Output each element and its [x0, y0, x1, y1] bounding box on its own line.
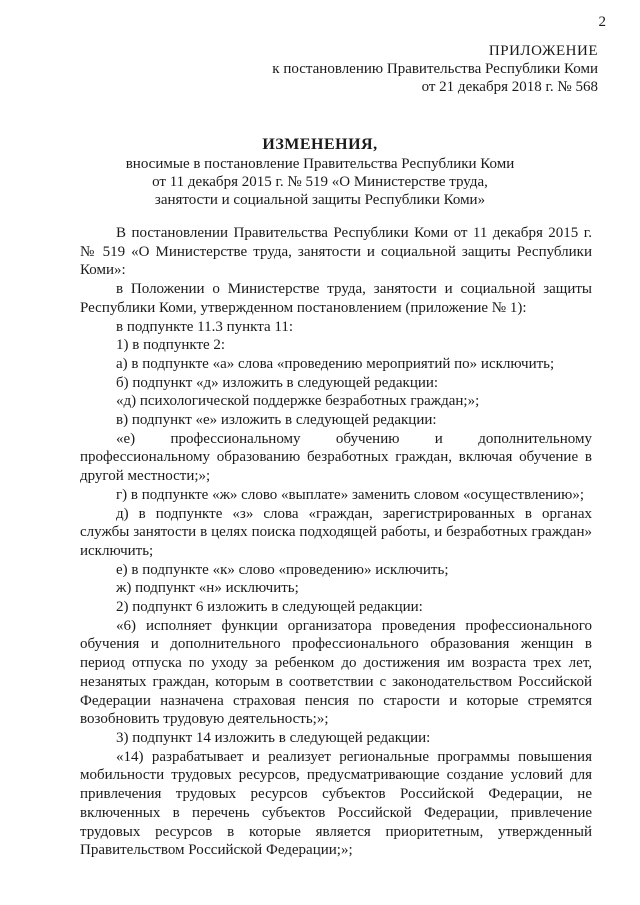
title-line-1: вносимые в постановление Правительства Республики Коми [125, 156, 515, 172]
paragraph-intro: В постановлении Правительства Республики Коми от 11 декабря 2015 г. № 519 «О Министерстве труда, занятости и социальной защиты Республики Коми»: [80, 225, 592, 279]
paragraph-regulation: в Положении о Министерстве труда, занятости и социальной защиты Республики Коми, утвержденном постановлением (приложение № 1): [80, 281, 592, 316]
paragraph-item-a: а) в подпункте «а» слова «проведению мероприятий по» исключить; [116, 355, 555, 372]
appendix-date: от 21 декабря 2018 г. № 568 [421, 79, 598, 95]
document-body [80, 224, 592, 860]
title-line-2: от 11 декабря 2015 г. № 519 «О Министерстве труда, [152, 174, 488, 190]
paragraph-item-e-text: «е) профессиональному обучению и дополнительному профессиональному образованию безработных граждан, включая обучение в другой местности;»; [80, 430, 592, 485]
paragraph-item-3: 3) подпункт 14 изложить в следующей редакции: [116, 729, 431, 746]
appendix-title: ПРИЛОЖЕНИЕ [488, 43, 598, 59]
paragraph-item-2: 2) подпункт 6 изложить в следующей редакции: [116, 599, 423, 616]
paragraph-item-b: б) подпункт «д» изложить в следующей редакции: [116, 374, 439, 391]
appendix-reference: к постановлению Правительства Республики Коми [272, 61, 598, 77]
document-title [0, 136, 640, 209]
title-line-3: занятости и социальной защиты Республики Коми» [154, 192, 486, 208]
paragraph-item-d: д) в подпункте «з» слова «граждан, зарегистрированных в органах службы занятости в целях поиска подходящей работы, и безработных граждан» исключить; [80, 505, 592, 559]
paragraph-subpoint-11-3: в подпункте 11.3 пункта 11: [116, 318, 294, 335]
title-heading: ИЗМЕНЕНИЯ, [262, 136, 378, 153]
paragraph-item-zh: ж) подпункт «н» исключить; [116, 580, 299, 597]
appendix-header [272, 42, 598, 96]
paragraph-item-14-text: «14) разрабатывает и реализует региональные программы повышения мобильности трудовых ресурсов, предусматривающие создание условий для привлечения трудовых ресурсов субъектов Российской Федерации, не включенных в перечень субъектов Российской Федерации, привлечение трудовых ресурсов в которые является приоритетным, утвержденный Правительством Российской Федерации;»; [80, 748, 592, 859]
paragraph-item-g: г) в подпункте «ж» слово «выплате» заменить словом «осуществлению»; [116, 486, 585, 503]
paragraph-item-6-text: «6) исполняет функции организатора проведения профессионального обучения и дополнительного профессионального образования женщин в период отпуска по уходу за ребенком до достижения им возраста трех лет, незанятых граждан, которым в соответствии с законодательством Российской Федерации назначена страховая пенсия по старости и которые стремятся возобновить трудовую деятельность;»; [80, 617, 592, 728]
paragraph-item-d-text: «д) психологической поддержке безработных граждан;»; [116, 393, 480, 410]
page-number: 2 [598, 14, 606, 30]
paragraph-item-e: е) в подпункте «к» слово «проведению» исключить; [116, 561, 449, 578]
paragraph-item-v: в) подпункт «е» изложить в следующей редакции: [116, 412, 437, 429]
paragraph-item-1: 1) в подпункте 2: [116, 337, 226, 354]
